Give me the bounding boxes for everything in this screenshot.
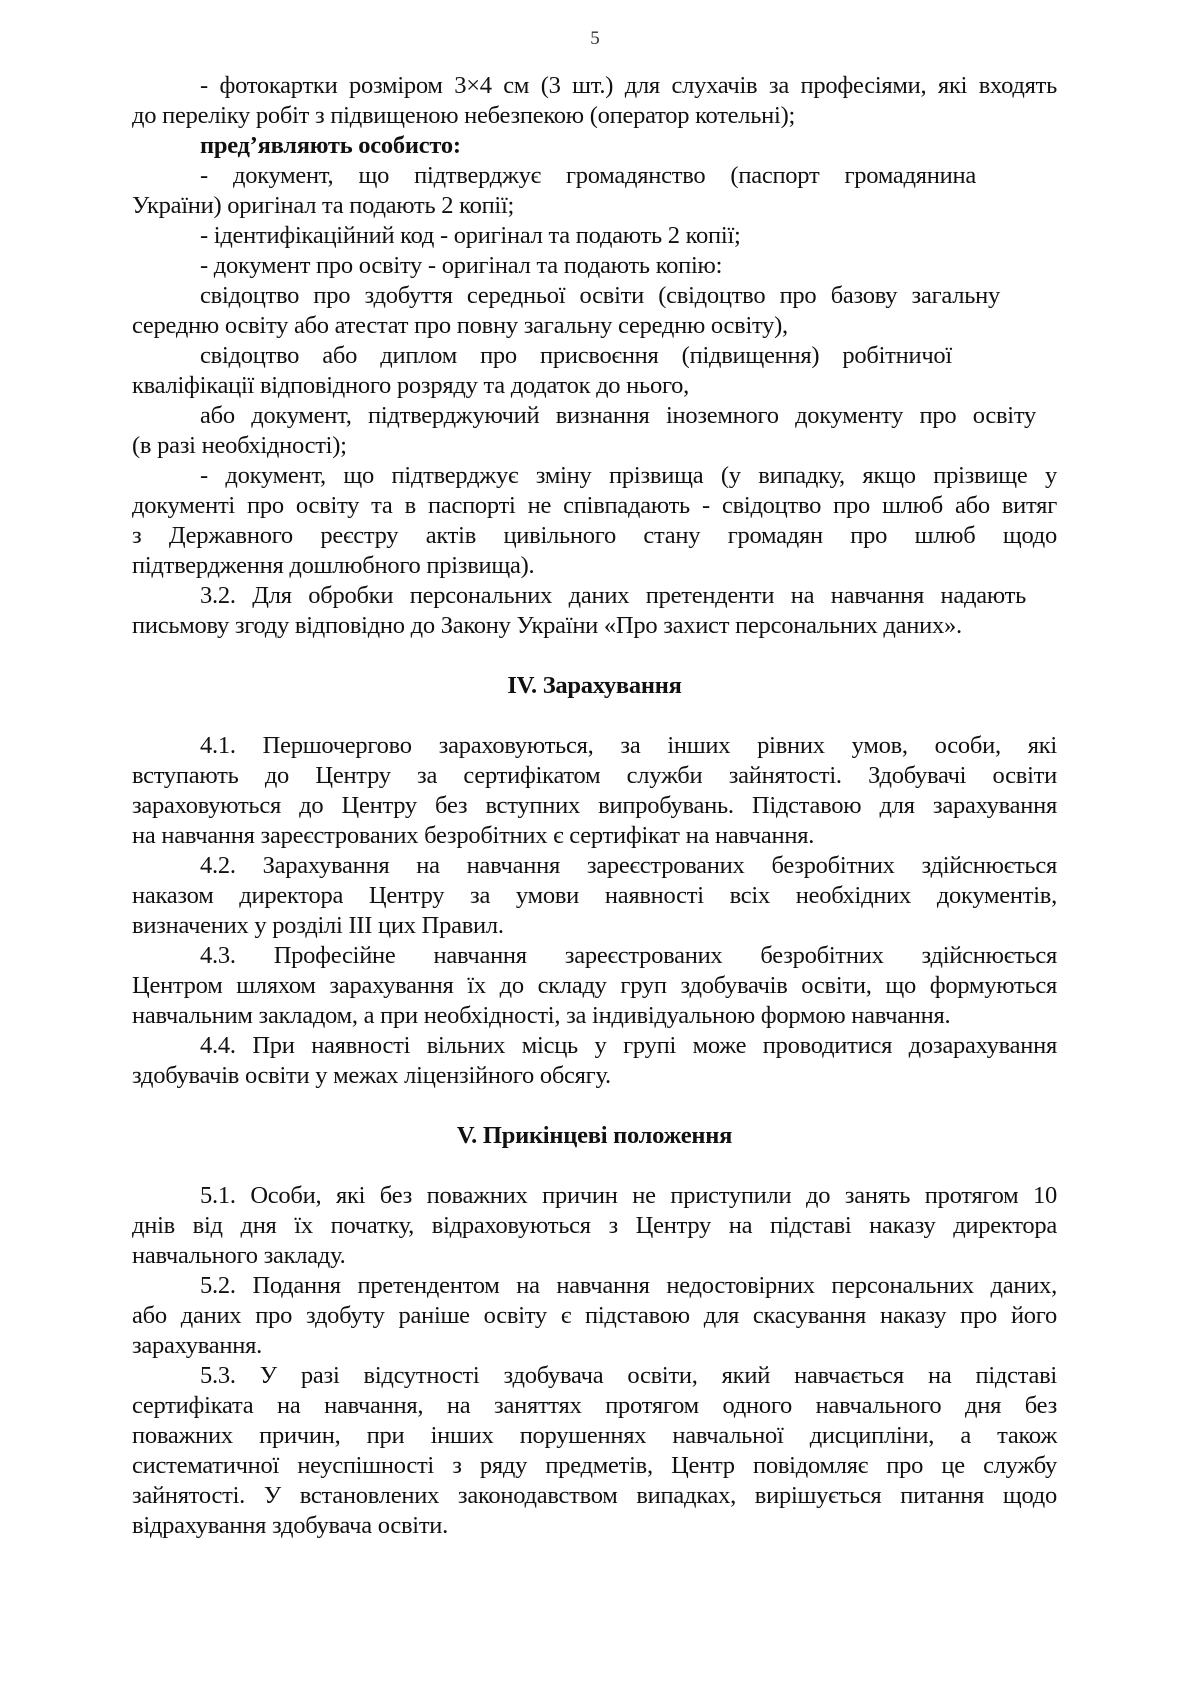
text-line: середню освіту або атестат про повну загальну середню освіту),	[132, 312, 788, 339]
paragraph-4-4	[132, 1031, 1057, 1091]
document-body	[132, 71, 1057, 1541]
text-line: вступають до Центру за сертифікатом служби зайнятості. Здобувачі освіти	[132, 762, 1057, 789]
text-line: 3.2. Для обробки персональних даних претенденти на навчання надають	[200, 582, 1026, 609]
list-item-id-code: - ідентифікаційний код - оригінал та подають 2 копії;	[200, 222, 741, 249]
text-line: кваліфікації відповідного розряду та додаток до нього,	[132, 372, 690, 399]
section-heading-final-provisions: V. Прикінцеві положення	[456, 1122, 733, 1149]
text-line: 5.1. Особи, які без поважних причин не приступили до занять протягом 10	[200, 1182, 1057, 1209]
text-line: наказом директора Центру за умови наявності всіх необхідних документів,	[132, 882, 1057, 909]
text-line: сертифіката на навчання, на заняттях протягом одного навчального дня без	[132, 1392, 1057, 1419]
text-line: 4.3. Професійне навчання зареєстрованих безробітних здійснюється	[200, 942, 1057, 969]
text-line: 5.3. У разі відсутності здобувача освіти, який навчається на підставі	[200, 1362, 1057, 1389]
foreign-document	[132, 401, 1057, 461]
text-line: Центром шляхом зарахування їх до складу груп здобувачів освіти, що формуються	[132, 972, 1057, 999]
text-line: 4.1. Першочергово зараховуються, за інших рівних умов, особи, які	[200, 732, 1057, 759]
paragraph-3-2	[132, 581, 1057, 641]
text-line: 5.2. Подання претендентом на навчання недостовірних персональних даних,	[200, 1272, 1057, 1299]
text-line: зарахування.	[132, 1332, 262, 1359]
text-line: на навчання зареєстрованих безробітних є сертифікат на навчання.	[132, 822, 815, 849]
text-line: - фотокартки розміром 3×4 см (3 шт.) для слухачів за професіями, які входять	[200, 72, 1057, 99]
present-personally-label: пред’являють особисто:	[200, 132, 461, 159]
list-item-photos	[132, 71, 1057, 131]
text-line: зайнятості. У встановлених законодавством випадках, вирішується питання щодо	[132, 1482, 1057, 1509]
page-number: 5	[590, 28, 600, 49]
text-line: письмову згоду відповідно до Закону України «Про захист персональних даних».	[132, 612, 962, 639]
text-line: навчального закладу.	[132, 1242, 346, 1269]
text-line: навчальним закладом, а при необхідності, за індивідуальною формою навчання.	[132, 1002, 951, 1029]
text-line: документі про освіту та в паспорті не співпадають - свідоцтво про шлюб або витяг	[132, 492, 1057, 519]
text-line: до переліку робіт з підвищеною небезпекою (оператор котельні);	[132, 102, 796, 129]
text-line: поважних причин, при інших порушеннях навчальної дисципліни, а також	[132, 1422, 1057, 1449]
section-heading-enrollment: IV. Зарахування	[507, 672, 682, 699]
text-line: або документ, підтверджуючий визнання іноземного документу про освіту	[200, 402, 1036, 429]
secondary-education-cert	[132, 281, 1057, 341]
text-line: або даних про здобуту раніше освіту є підставою для скасування наказу про його	[132, 1302, 1057, 1329]
text-line: зараховуються до Центру без вступних випробувань. Підставою для зарахування	[132, 792, 1057, 819]
text-line: 4.2. Зарахування на навчання зареєстрованих безробітних здійснюється	[200, 852, 1057, 879]
qualification-cert	[132, 341, 1057, 401]
paragraph-4-1	[132, 731, 1057, 851]
paragraph-5-3	[132, 1361, 1057, 1541]
text-line: України) оригінал та подають 2 копії;	[132, 192, 515, 219]
text-line: свідоцтво або диплом про присвоєння (підвищення) робітничої	[200, 342, 952, 369]
paragraph-5-2	[132, 1271, 1057, 1361]
paragraph-4-2	[132, 851, 1057, 941]
paragraph-4-3	[132, 941, 1057, 1031]
text-line: підтвердження дошлюбного прізвища).	[132, 552, 535, 579]
paragraph-5-1	[132, 1181, 1057, 1271]
list-item-citizenship	[132, 161, 1057, 221]
text-line: з Державного реєстру актів цивільного стану громадян про шлюб щодо	[132, 522, 1057, 549]
text-line: визначених у розділі ІІІ цих Правил.	[132, 912, 504, 939]
text-line: (в разі необхідності);	[132, 432, 347, 459]
text-line: здобувачів освіти у межах ліцензійного обсягу.	[132, 1062, 611, 1089]
text-line: - документ, що підтверджує громадянство (паспорт громадянина	[200, 162, 976, 189]
text-line: днів від дня їх початку, відраховуються з Центру на підставі наказу директора	[132, 1212, 1057, 1239]
text-line: свідоцтво про здобуття середньої освіти (свідоцтво про базову загальну	[200, 282, 1000, 309]
text-line: 4.4. При наявності вільних місць у групі може проводитися дозарахування	[200, 1032, 1057, 1059]
list-item-education-doc: - документ про освіту - оригінал та подають копію:	[200, 252, 723, 279]
text-line: систематичної неуспішності з ряду предметів, Центр повідомляє про це службу	[132, 1452, 1057, 1479]
text-line: відрахування здобувача освіти.	[132, 1512, 449, 1539]
list-item-surname-change	[132, 461, 1057, 581]
text-line: - документ, що підтверджує зміну прізвища (у випадку, якщо прізвище у	[200, 462, 1057, 489]
